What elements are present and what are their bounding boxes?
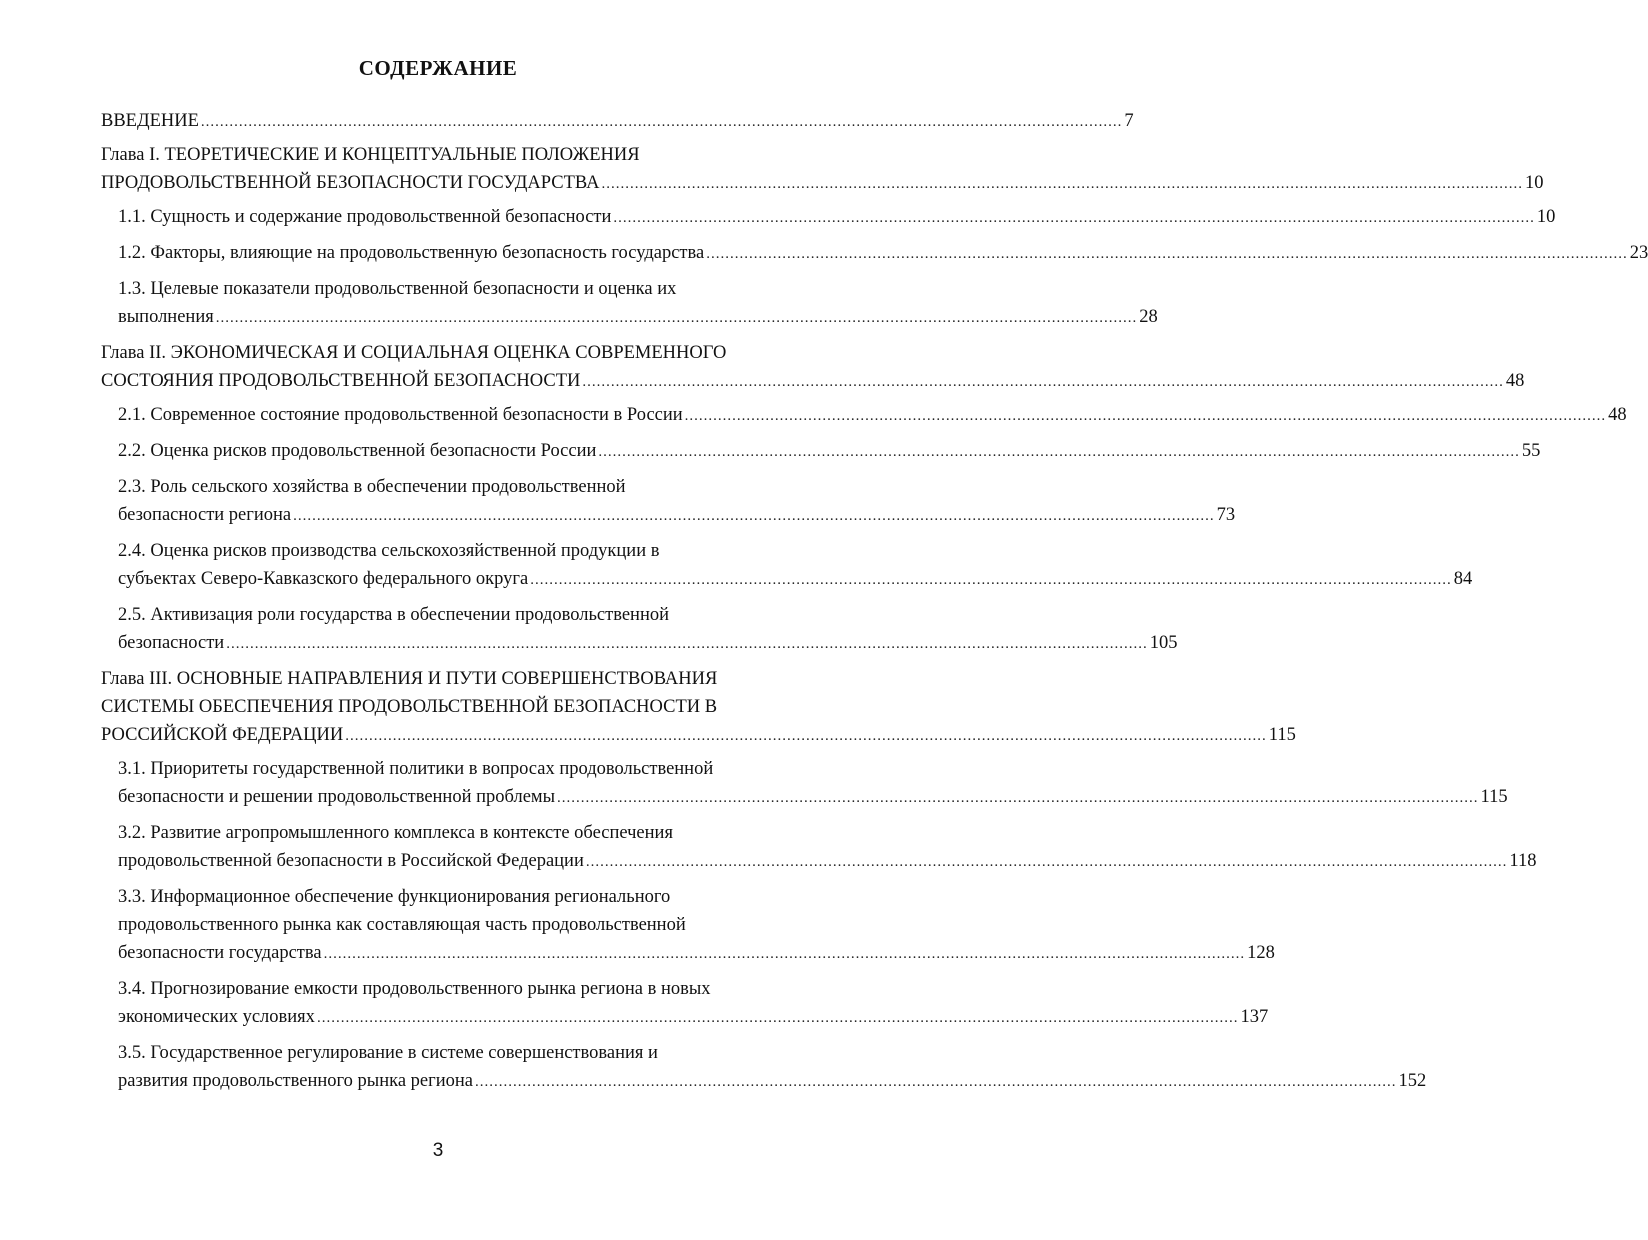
- toc-entry-text: 1.2. Факторы, влияющие на продовольственную безопасность государства: [118, 243, 705, 263]
- toc-entry-text: ПРОДОВОЛЬСТВЕННОЙ БЕЗОПАСНОСТИ ГОСУДАРСТВА: [101, 173, 600, 193]
- toc-entry-line: 3.2. Развитие агропромышленного комплекса в контексте обеспечения: [118, 823, 673, 843]
- toc-leader-dots: ..................................................................................................................................................................................................: [613, 210, 1535, 226]
- toc-page-number: 118: [1509, 851, 1537, 871]
- toc-leader-dots: ..................................................................................................................................................................................................: [601, 176, 1523, 192]
- toc-entry-line: 3.5. Государственное регулирование в системе совершенствования и: [118, 1043, 658, 1063]
- toc-page-number: 10: [1524, 173, 1544, 193]
- toc-chapter-entry[interactable]: [101, 339, 1525, 396]
- toc-entry-text: СОСТОЯНИЯ ПРОДОВОЛЬСТВЕННОЙ БЕЗОПАСНОСТИ: [101, 371, 581, 391]
- toc-section-entry[interactable]: [118, 239, 1648, 268]
- toc-section-entry[interactable]: [118, 203, 1556, 232]
- toc-entry-text: экономических условиях: [118, 1007, 315, 1027]
- toc-section-entry[interactable]: [118, 437, 1541, 466]
- toc-leader-dots: ..................................................................................................................................................................................................: [200, 114, 1123, 130]
- toc-leader-dots: ..................................................................................................................................................................................................: [293, 508, 1215, 524]
- toc-entry-line: 3.4. Прогнозирование емкости продовольственного рынка региона в новых: [118, 979, 711, 999]
- toc-entry-last-line: [118, 401, 1627, 430]
- toc-leader-dots: ..................................................................................................................................................................................................: [706, 246, 1628, 262]
- toc-entry-last-line: [118, 239, 1648, 268]
- toc-entry-last-line: [101, 367, 1525, 396]
- toc-entry-line: Глава III. ОСНОВНЫЕ НАПРАВЛЕНИЯ И ПУТИ СОВЕРШЕНСТВОВАНИЯ: [101, 669, 718, 689]
- toc-entry-line: 1.3. Целевые показатели продовольственной безопасности и оценка их: [118, 279, 677, 299]
- toc-page-number: 48: [1608, 405, 1627, 425]
- toc-entry-last-line: [101, 169, 1544, 198]
- toc-entry-line: 3.3. Информационное обеспечение функционирования регионального: [118, 887, 671, 907]
- page-title: СОДЕРЖАНИЕ: [358, 56, 518, 80]
- toc-entry-text: 2.1. Современное состояние продовольственной безопасности в России: [118, 405, 683, 425]
- toc-entry-last-line: [118, 847, 1537, 876]
- toc-leader-dots: ..................................................................................................................................................................................................: [323, 946, 1246, 962]
- toc-section-entry[interactable]: [118, 275, 1158, 332]
- toc-entry-line: продовольственного рынка как составляющая часть продовольственной: [118, 915, 686, 935]
- toc-section-entry[interactable]: [118, 975, 1269, 1032]
- toc-entry-last-line: [118, 1067, 1427, 1096]
- toc-leader-dots: ..................................................................................................................................................................................................: [316, 1010, 1239, 1026]
- toc-entry-text: безопасности и решении продовольственной проблемы: [118, 787, 556, 807]
- toc-entry-text: безопасности: [118, 633, 225, 653]
- toc-entry-last-line: [101, 721, 1296, 750]
- toc-page-number: 73: [1216, 505, 1236, 525]
- toc-entry-line: 2.3. Роль сельского хозяйства в обеспечении продовольственной: [118, 477, 626, 497]
- toc-page-number: 48: [1505, 371, 1525, 391]
- toc-page-number: 23: [1629, 243, 1648, 263]
- toc-entry-text: продовольственной безопасности в Российской Федерации: [118, 851, 584, 871]
- toc-leader-dots: ..................................................................................................................................................................................................: [585, 854, 1508, 870]
- toc-entry-text: развития продовольственного рынка региона: [118, 1071, 473, 1091]
- toc-entry-line: 3.1. Приоритеты государственной политики в вопросах продовольственной: [118, 759, 714, 779]
- toc-entry-last-line: [118, 203, 1556, 232]
- toc-entry-text: безопасности государства: [118, 943, 322, 963]
- toc-chapter-entry[interactable]: [101, 141, 1544, 198]
- toc-page-number: 115: [1268, 725, 1296, 745]
- toc-entry-last-line: [118, 303, 1158, 332]
- toc-entry-last-line: [118, 939, 1275, 968]
- toc-leader-dots: ..................................................................................................................................................................................................: [215, 310, 1138, 326]
- toc-page-number: 7: [1124, 111, 1134, 131]
- toc-leader-dots: ..................................................................................................................................................................................................: [530, 572, 1452, 588]
- toc-entry-last-line: [118, 1003, 1269, 1032]
- toc-section-entry[interactable]: [118, 819, 1537, 876]
- toc-entry-text: безопасности региона: [118, 505, 292, 525]
- toc-page-number: 128: [1247, 943, 1275, 963]
- toc-entry-last-line: [118, 501, 1236, 530]
- toc-entry-line: Глава II. ЭКОНОМИЧЕСКАЯ И СОЦИАЛЬНАЯ ОЦЕНКА СОВРЕМЕННОГО: [101, 343, 727, 363]
- toc-entry-last-line: [101, 107, 1134, 136]
- toc-leader-dots: ..................................................................................................................................................................................................: [345, 728, 1267, 744]
- toc-entry-last-line: [118, 565, 1473, 594]
- toc-page-number: 28: [1139, 307, 1158, 327]
- table-of-contents: [0, 107, 1648, 1103]
- toc-section-entry[interactable]: [118, 537, 1473, 594]
- toc-chapter-entry[interactable]: [101, 665, 1296, 750]
- toc-entry-text: РОССИЙСКОЙ ФЕДЕРАЦИИ: [101, 725, 344, 745]
- toc-page-number: 105: [1149, 633, 1178, 653]
- toc-entry-text: субъектах Северо-Кавказского федерального округа: [118, 569, 529, 589]
- toc-page-number: 10: [1536, 207, 1556, 227]
- toc-leader-dots: ..................................................................................................................................................................................................: [684, 408, 1607, 424]
- toc-section-entry[interactable]: [118, 883, 1275, 968]
- toc-section-entry[interactable]: [118, 601, 1178, 658]
- toc-section-entry[interactable]: [118, 473, 1236, 530]
- toc-entry-last-line: [118, 629, 1178, 658]
- toc-page-number: 152: [1398, 1071, 1427, 1091]
- toc-leader-dots: ..................................................................................................................................................................................................: [474, 1074, 1397, 1090]
- toc-entry-last-line: [118, 783, 1508, 812]
- toc-leader-dots: ..................................................................................................................................................................................................: [557, 790, 1479, 806]
- toc-page-number: 84: [1453, 569, 1473, 589]
- toc-entry-line: СИСТЕМЫ ОБЕСПЕЧЕНИЯ ПРОДОВОЛЬСТВЕННОЙ БЕЗОПАСНОСТИ В: [101, 697, 718, 717]
- toc-leader-dots: ..................................................................................................................................................................................................: [582, 374, 1504, 390]
- toc-page-number: 115: [1480, 787, 1508, 807]
- toc-section-entry[interactable]: [118, 1039, 1427, 1096]
- toc-entry-line: 2.4. Оценка рисков производства сельскохозяйственной продукции в: [118, 541, 660, 561]
- toc-page-number: 137: [1240, 1007, 1269, 1027]
- toc-entry-text: ВВЕДЕНИЕ: [101, 111, 199, 131]
- toc-entry-text: 2.2. Оценка рисков продовольственной безопасности России: [118, 441, 597, 461]
- toc-leader-dots: ..................................................................................................................................................................................................: [598, 444, 1520, 460]
- toc-entry-text: 1.1. Сущность и содержание продовольственной безопасности: [118, 207, 612, 227]
- toc-entry-line: 2.5. Активизация роли государства в обеспечении продовольственной: [118, 605, 670, 625]
- toc-page-number: 55: [1521, 441, 1541, 461]
- toc-leader-dots: ..................................................................................................................................................................................................: [226, 636, 1148, 652]
- toc-entry-text: выполнения: [118, 307, 214, 327]
- toc-section-entry[interactable]: [118, 755, 1508, 812]
- toc-section-entry[interactable]: [118, 401, 1627, 430]
- page-number: 3: [432, 1140, 444, 1161]
- toc-entry-line: Глава I. ТЕОРЕТИЧЕСКИЕ И КОНЦЕПТУАЛЬНЫЕ ПОЛОЖЕНИЯ: [101, 145, 640, 165]
- toc-entry-last-line: [118, 437, 1541, 466]
- toc-chapter-entry[interactable]: [101, 107, 1134, 136]
